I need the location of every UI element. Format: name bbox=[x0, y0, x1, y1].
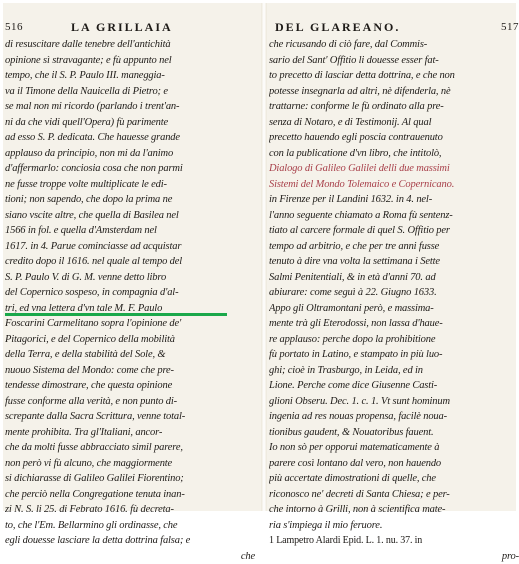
text-line: Io non sò per opporui matematicamente à bbox=[269, 440, 519, 456]
text-line: nuouo Sistema del Mondo: come che pre- bbox=[5, 363, 255, 379]
text-line: che intorno à Grilli, non à scientifica mate- bbox=[269, 502, 519, 518]
book-gutter bbox=[261, 3, 267, 511]
right-page bbox=[269, 17, 519, 564]
text-line: credito dopo il 1616. nel quale al tempo del bbox=[5, 254, 255, 270]
text-line: più accertate dimostrationi di quelle, che bbox=[269, 471, 519, 487]
text-line: mente trà gli Eterodossi, non lassa d'haue- bbox=[269, 316, 519, 332]
right-page-header bbox=[269, 17, 519, 37]
text-line: to, che l'Em. Bellarmino gli ordinasse, che bbox=[5, 518, 255, 534]
book-spread bbox=[3, 3, 516, 511]
text-line: Salmi Penitentiali, & in età d'anni 70. ad bbox=[269, 270, 519, 286]
text-line: che perciò nella Congregatione tenuta inan- bbox=[5, 487, 255, 503]
text-line: tionibus gaudent, & Nouatoribus fauent. bbox=[269, 425, 519, 441]
text-line: d'affermarlo: conciosia cosa che non parmi bbox=[5, 161, 255, 177]
text-line: ad esso S. P. dedicata. Che hauesse grande bbox=[5, 130, 255, 146]
text-line: ni da che vidi quell'Opera) fù parimente bbox=[5, 115, 255, 131]
text-line: Dialogo di Galileo Galilei delli due massimi bbox=[269, 161, 519, 177]
text-line: di resuscitare dalle tenebre dell'antichità bbox=[5, 37, 255, 53]
text-line: abiurare: come seguì à 22. Giugno 1633. bbox=[269, 285, 519, 301]
text-line: tiato al carcere formale di quel S. Offitio per bbox=[269, 223, 519, 239]
text-line: tri, ed vna lettera d'vn tale M. F. Paulo bbox=[5, 301, 255, 317]
text-line: ingenia ad res nouas propensa, facilè noua- bbox=[269, 409, 519, 425]
text-line: tioni; non sapendo, che dopo la prima ne bbox=[5, 192, 255, 208]
text-line: trattarne: conforme le fù ordinato alla pre- bbox=[269, 99, 519, 115]
text-line: della Terra, e della stabilità del Sole, & bbox=[5, 347, 255, 363]
text-line: senza di Notaro, e di Testimonij. Al qual bbox=[269, 115, 519, 131]
text-line: siano vscite altre, che quella di Basilea nel bbox=[5, 208, 255, 224]
catchword: pro- bbox=[269, 549, 519, 564]
text-line: Sistemi del Mondo Tolemaico e Copernicano. bbox=[269, 177, 519, 193]
text-line: in Firenze per il Landini 1632. in 4. nel- bbox=[269, 192, 519, 208]
text-line: del Copernico sospeso, in compagnia d'al- bbox=[5, 285, 255, 301]
text-line: tempo, che il S. P. Paulo III. maneggia- bbox=[5, 68, 255, 84]
text-line: mente prohibita. Tra gl'Italiani, ancor- bbox=[5, 425, 255, 441]
text-line: egli douesse lasciare la detta dottrina falsa; e bbox=[5, 533, 255, 549]
text-line: zi N. S. li 25. di Febrato 1616. fù decreta- bbox=[5, 502, 255, 518]
text-line: re applauso: perche dopo la prohibitione bbox=[269, 332, 519, 348]
text-line: opinione sì stravagante; e fù appunto nel bbox=[5, 53, 255, 69]
text-line: glioni Obseru. Dec. 1. c. 1. Vt sunt hominum bbox=[269, 394, 519, 410]
text-line: fù portato in Latino, e stampato in più luo- bbox=[269, 347, 519, 363]
text-line: tenuto à dire vna volta la settimana i Sette bbox=[269, 254, 519, 270]
text-line: applauso da principio, non mi da l'animo bbox=[5, 146, 255, 162]
left-running-head: LA GRILLAIA bbox=[71, 17, 173, 37]
text-line: sario del Sant' Offitio li douesse esser fat- bbox=[269, 53, 519, 69]
left-page bbox=[5, 17, 255, 564]
right-page-text bbox=[269, 37, 519, 564]
text-line: si dichiarasse di Galileo Galilei Fiorentino; bbox=[5, 471, 255, 487]
right-running-head: DEL GLAREANO. bbox=[275, 17, 400, 37]
text-line: con la publicatione d'vn libro, che intitolò, bbox=[269, 146, 519, 162]
footnote: 1 Lampetro Alardi Epid. L. 1. nu. 37. in bbox=[269, 533, 519, 549]
catchword: che bbox=[5, 549, 255, 564]
text-line: 1566 in fol. e quella d'Amsterdam nel bbox=[5, 223, 255, 239]
text-line: ne fusse troppe volte multiplicate le edi- bbox=[5, 177, 255, 193]
text-line: l'anno seguente chiamato a Roma fù sentenz- bbox=[269, 208, 519, 224]
text-line: 1617. in 4. Parue cominciasse ad acquistar bbox=[5, 239, 255, 255]
text-line: non però vi fù alcuno, che maggiormente bbox=[5, 456, 255, 472]
text-line: Foscarini Carmelitano sopra l'opinione de' bbox=[5, 316, 255, 332]
text-line: che ricusando di ciò fare, dal Commis- bbox=[269, 37, 519, 53]
text-line: fusse conforme alla verità, e non punto di- bbox=[5, 394, 255, 410]
text-line: riconosco ne' decreti di Santa Chiesa; e per- bbox=[269, 487, 519, 503]
text-line: ria s'impiega il mio feruore. bbox=[269, 518, 519, 534]
text-line: screpante dalla Sacra Scrittura, venne total- bbox=[5, 409, 255, 425]
highlight-underline bbox=[5, 313, 227, 316]
text-line: tempo ad arbitrio, e che per tre anni fusse bbox=[269, 239, 519, 255]
text-line: precetto hauendo egli poscia contrauenuto bbox=[269, 130, 519, 146]
text-line: se mal non mi ricordo (parlando i trent'an- bbox=[5, 99, 255, 115]
left-page-number: 516 bbox=[5, 17, 23, 37]
text-line: potesse insegnarla ad altri, nè difenderla, nè bbox=[269, 84, 519, 100]
text-line: tendesse dimostrare, che questa opinione bbox=[5, 378, 255, 394]
text-line: va il Timone della Nauicella di Pietro; e bbox=[5, 84, 255, 100]
text-line: parere così lontano dal vero, non hauendo bbox=[269, 456, 519, 472]
text-line: Appo gli Oltramontani però, e massima- bbox=[269, 301, 519, 317]
left-page-header bbox=[5, 17, 255, 37]
text-line: ghi; cioè in Trasburgo, in Leida, ed in bbox=[269, 363, 519, 379]
right-page-number: 517 bbox=[501, 17, 519, 37]
text-line: S. P. Paulo V. di G. M. venne detto libro bbox=[5, 270, 255, 286]
text-line: Lione. Perche come dice Giusenne Casti- bbox=[269, 378, 519, 394]
left-page-text bbox=[5, 37, 255, 564]
text-line: che da molti fusse abbracciato simil parere, bbox=[5, 440, 255, 456]
text-line: to precetto di lasciar detta dottrina, e che non bbox=[269, 68, 519, 84]
text-line: Pitagorici, e del Copernico della mobilità bbox=[5, 332, 255, 348]
